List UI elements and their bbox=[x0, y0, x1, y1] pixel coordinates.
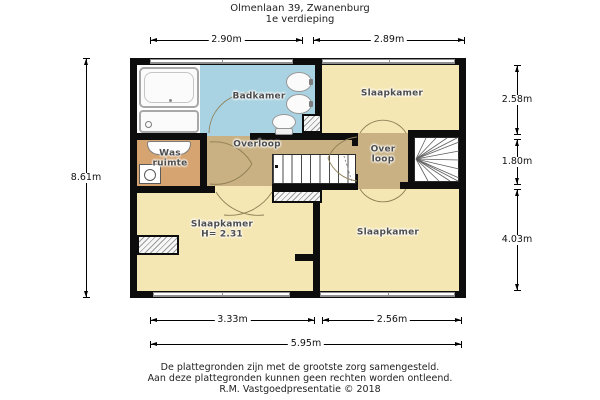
window bbox=[150, 59, 293, 64]
dimension-right-1 bbox=[501, 65, 533, 135]
room-label-slaapkamer-ne: Slaapkamer bbox=[360, 88, 424, 99]
floorplan bbox=[130, 58, 466, 298]
room-label-overloop: Overloop bbox=[233, 139, 281, 150]
bathtub-fixture bbox=[139, 67, 199, 108]
dimension-value: 1.80m bbox=[499, 157, 535, 167]
window bbox=[322, 59, 455, 64]
dimension-value: 4.03m bbox=[499, 235, 535, 245]
dimension-total-width bbox=[150, 340, 462, 349]
hatched-panel bbox=[302, 114, 322, 133]
address-title: Olmenlaan 39, Zwanenburg bbox=[230, 3, 370, 14]
sink-fixture bbox=[286, 94, 312, 114]
room-label-was-ruimte: Was ruimte bbox=[152, 148, 188, 168]
dimension-value: 8.61m bbox=[68, 173, 104, 183]
wall-segment bbox=[400, 182, 459, 189]
dimension-value: 5.95m bbox=[288, 339, 324, 349]
page-title bbox=[0, 3, 600, 25]
dimension-left-total bbox=[70, 58, 102, 298]
dimension-top-left bbox=[150, 36, 303, 45]
hatched-panel bbox=[272, 190, 322, 203]
floor-subtitle: 1e verdieping bbox=[265, 14, 335, 25]
room-label-slaapkamer-sw: Slaapkamer H= 2.31 bbox=[190, 219, 254, 239]
room-label-overloop-2: Over loop bbox=[370, 144, 396, 164]
dimension-value: 3.33m bbox=[214, 315, 250, 325]
disclaimer-line-2: Aan deze plattegronden kunnen geen rechten worden ontleend. bbox=[147, 373, 453, 384]
window bbox=[320, 292, 455, 297]
winder-staircase bbox=[414, 137, 459, 182]
dimension-bottom-left bbox=[150, 316, 315, 325]
wall-segment bbox=[408, 130, 459, 137]
dimension-value: 2.90m bbox=[208, 35, 244, 45]
sink-fixture bbox=[286, 72, 312, 92]
dimension-right-2 bbox=[501, 139, 533, 185]
disclaimer-line-1: De plattegronden zijn met de grootste zorg samengesteld. bbox=[160, 362, 440, 373]
wall-segment bbox=[295, 254, 313, 261]
shower-fixture bbox=[139, 110, 199, 133]
dimension-value: 2.89m bbox=[371, 35, 407, 45]
disclaimer-footer bbox=[0, 362, 600, 395]
wall-segment bbox=[352, 133, 358, 146]
main-staircase bbox=[272, 154, 356, 184]
dimension-right-3 bbox=[501, 189, 533, 291]
dimension-top-right bbox=[313, 36, 465, 45]
copyright-line: R.M. Vastgoedpresentatie © 2018 bbox=[219, 384, 381, 395]
window bbox=[153, 292, 290, 297]
dimension-value: 2.56m bbox=[374, 315, 410, 325]
wall-segment bbox=[137, 186, 215, 193]
wall-segment bbox=[200, 133, 207, 186]
toilet-tank bbox=[275, 128, 293, 135]
dimension-value: 2.58m bbox=[499, 95, 535, 105]
room-label-slaapkamer-se: Slaapkamer bbox=[356, 227, 420, 238]
room-slaapkamer-ne bbox=[315, 65, 459, 133]
room-label-badkamer: Badkamer bbox=[232, 91, 286, 102]
dimension-bottom-right bbox=[322, 316, 462, 325]
wall-segment bbox=[137, 133, 207, 140]
hatched-panel bbox=[137, 235, 179, 255]
